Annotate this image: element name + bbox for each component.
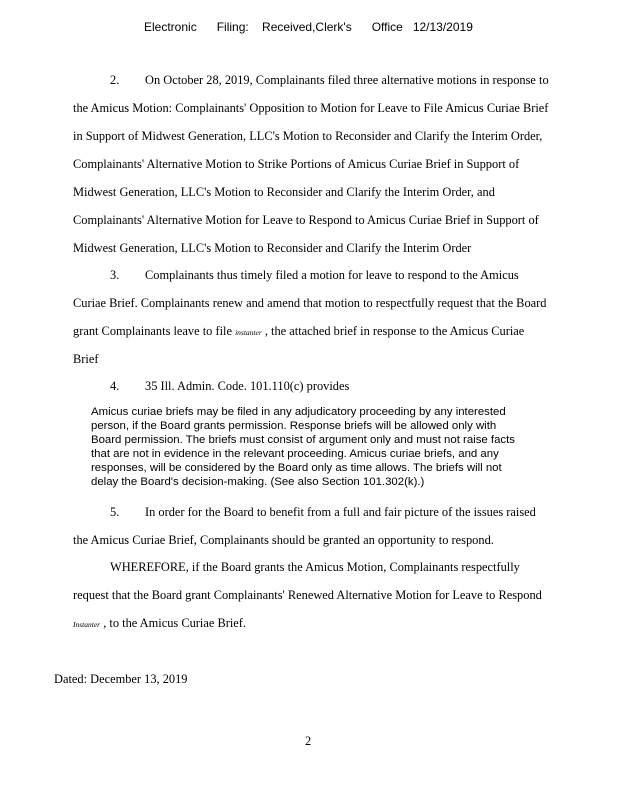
para5-number: 5. <box>110 505 120 519</box>
para2-line-5: Midwest Generation, LLC's Motion to Reconsider and Clarify the Interim Order, and <box>73 185 495 199</box>
para5-line-1: In order for the Board to benefit from a full and fair picture of the issues raised <box>145 505 536 519</box>
para4-number: 4. <box>110 379 120 393</box>
page-header: Electronic Filing: Received,Clerk's Office 12/13/2019 <box>144 20 473 34</box>
para3-line-1: Complainants thus timely filed a motion for leave to respond to the Amicus <box>145 268 519 282</box>
para2-line-1: On October 28, 2019, Complainants filed three alternative motions in response to <box>145 73 549 87</box>
para2-number: 2. <box>110 73 120 87</box>
quote-line: responses, will be considered by the Board only as time allows. The briefs will not <box>91 462 502 474</box>
para2-line-3: in Support of Midwest Generation, LLC's Motion to Reconsider and Clarify the Interim Order, <box>73 129 543 143</box>
para3-line-4: Brief <box>73 352 99 366</box>
para2-line-6: Complainants' Alternative Motion for Leave to Respond to Amicus Curiae Brief in Support of <box>73 213 539 227</box>
para3-number: 3. <box>110 268 120 282</box>
wherefore-line-3 <box>73 616 246 631</box>
para3-line-3-text: grant Complainants leave to file <box>73 324 236 338</box>
quote-line: Board permission. The briefs must consist of argument only and must not raise facts <box>91 434 515 446</box>
quote-line: delay the Board's decision-making. (See also Section 101.302(k).) <box>91 476 425 488</box>
instanter-italic: instanter <box>235 328 262 337</box>
quote-line: person, if the Board grants permission. Response briefs will be allowed only with <box>91 420 497 432</box>
quote-line: that are not in evidence in the relevant proceeding. Amicus curiae briefs, and any <box>91 448 499 460</box>
para3-line-3 <box>73 324 524 339</box>
para3-line-2: Curiae Brief. Complainants renew and amend that motion to respectfully request that the Board <box>73 296 547 310</box>
para5-line-2: the Amicus Curiae Brief, Complainants should be granted an opportunity to respond. <box>73 533 494 547</box>
wherefore-line-1: WHEREFORE, if the Board grants the Amicus Motion, Complainants respectfully <box>110 560 520 574</box>
page-number: 2 <box>305 734 312 748</box>
dated-line: Dated: December 13, 2019 <box>54 672 188 686</box>
para2-line-4: Complainants' Alternative Motion to Strike Portions of Amicus Curiae Brief in Support of <box>73 157 520 171</box>
para2-line-7: Midwest Generation, LLC's Motion to Reconsider and Clarify the Interim Order <box>73 241 472 255</box>
wherefore-line-3-tail: , to the Amicus Curiae Brief. <box>100 616 246 630</box>
para2-line-2: the Amicus Motion: Complainants' Opposition to Motion for Leave to File Amicus Curiae Brief <box>73 101 549 115</box>
block-quote <box>91 405 521 489</box>
wherefore-line-2: request that the Board grant Complainants' Renewed Alternative Motion for Leave to Respond <box>73 588 542 602</box>
para3-line-3-tail: , the attached brief in response to the Amicus Curiae <box>261 324 525 338</box>
quote-line: Amicus curiae briefs may be filed in any adjudicatory proceeding by any interested <box>91 406 506 418</box>
para4-line-1: 35 Ill. Admin. Code. 101.110(c) provides <box>145 379 350 393</box>
instanter-italic: Instanter <box>73 620 101 629</box>
